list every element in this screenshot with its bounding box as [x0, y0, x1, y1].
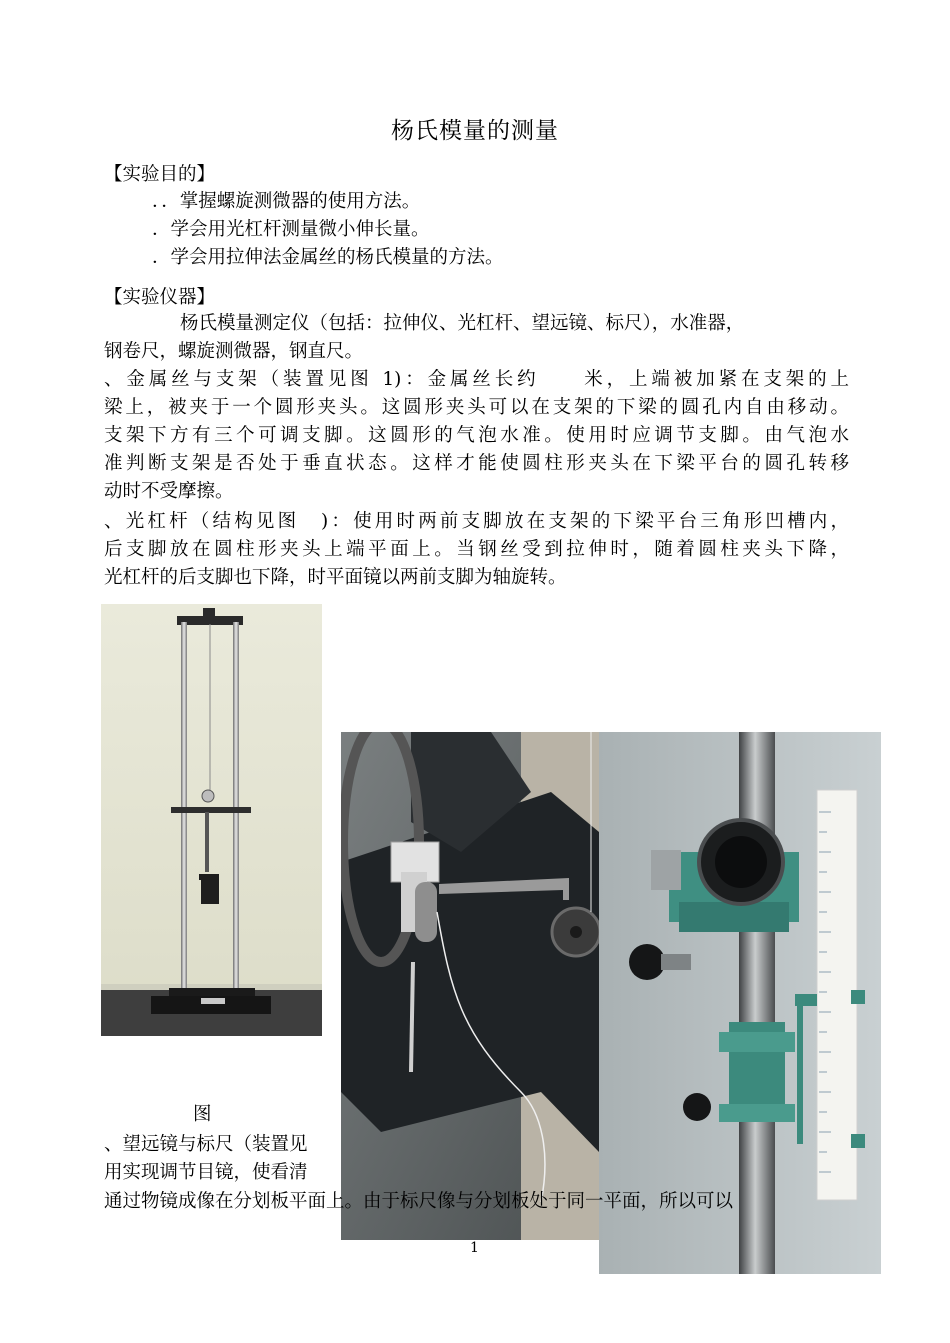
paragraph-1-line: 准判断支架是否处于垂直状态。这样才能使圆柱形夹头在下梁平台的圆孔转移: [104, 453, 849, 474]
instruments-intro-line-1: 杨氏模量测定仪（包括：拉伸仪、光杠杆、望远镜、标尺），水准器，: [180, 313, 745, 334]
purpose-item-2: ．学会用光杠杆测量微小伸长量。: [152, 219, 430, 240]
page-number: 1: [470, 1240, 479, 1256]
paragraph-2-line: 、光杠杆（结构见图 )：使用时两前支脚放在支架的下梁平台三角形凹槽内，: [104, 511, 849, 532]
figure-photo-frame-apparatus: [101, 604, 322, 1036]
section-heading-purpose: 【实验目的】: [104, 164, 216, 185]
paragraph-1-line: 、金属丝与支架（装置见图 1)：金属丝长约 米，上端被加紧在支架的上: [104, 369, 849, 390]
instruments-intro-line-2: 钢卷尺，螺旋测微器，钢直尺。: [104, 341, 364, 362]
paragraph-2-line: 光杠杆的后支脚也下降，时平面镜以两前支脚为轴旋转。: [104, 567, 567, 588]
paragraph-1-line: 梁上，被夹于一个圆形夹头。这圆形夹头可以在支架的下梁的圆孔内自由移动。: [104, 397, 849, 418]
purpose-item-3: ．学会用拉伸法金属丝的杨氏模量的方法。: [152, 247, 504, 268]
paragraph-3-line: 、望远镜与标尺（装置见: [104, 1134, 308, 1155]
purpose-item-1: ．．掌握螺旋测微器的使用方法。: [152, 191, 421, 212]
paragraph-3-line: 用实现调节目镜，使看清: [104, 1162, 308, 1183]
paragraph-1-line: 动时不受摩擦。: [104, 481, 234, 502]
section-heading-instruments: 【实验仪器】: [104, 287, 216, 308]
figure-photo-optical-lever: [341, 732, 599, 1240]
page-title: 杨氏模量的测量: [391, 118, 559, 144]
paragraph-2-line: 后支脚放在圆柱形夹头上端平面上。当钢丝受到拉伸时，随着圆柱夹头下降，: [104, 539, 849, 560]
figure-caption: 图: [193, 1104, 212, 1125]
paragraph-1-line: 支架下方有三个可调支脚。这圆形的气泡水准。使用时应调节支脚。由气泡水: [104, 425, 849, 446]
paragraph-3-line: 通过物镜成像在分划板平面上。由于标尺像与分划板处于同一平面，所以可以: [104, 1191, 734, 1212]
